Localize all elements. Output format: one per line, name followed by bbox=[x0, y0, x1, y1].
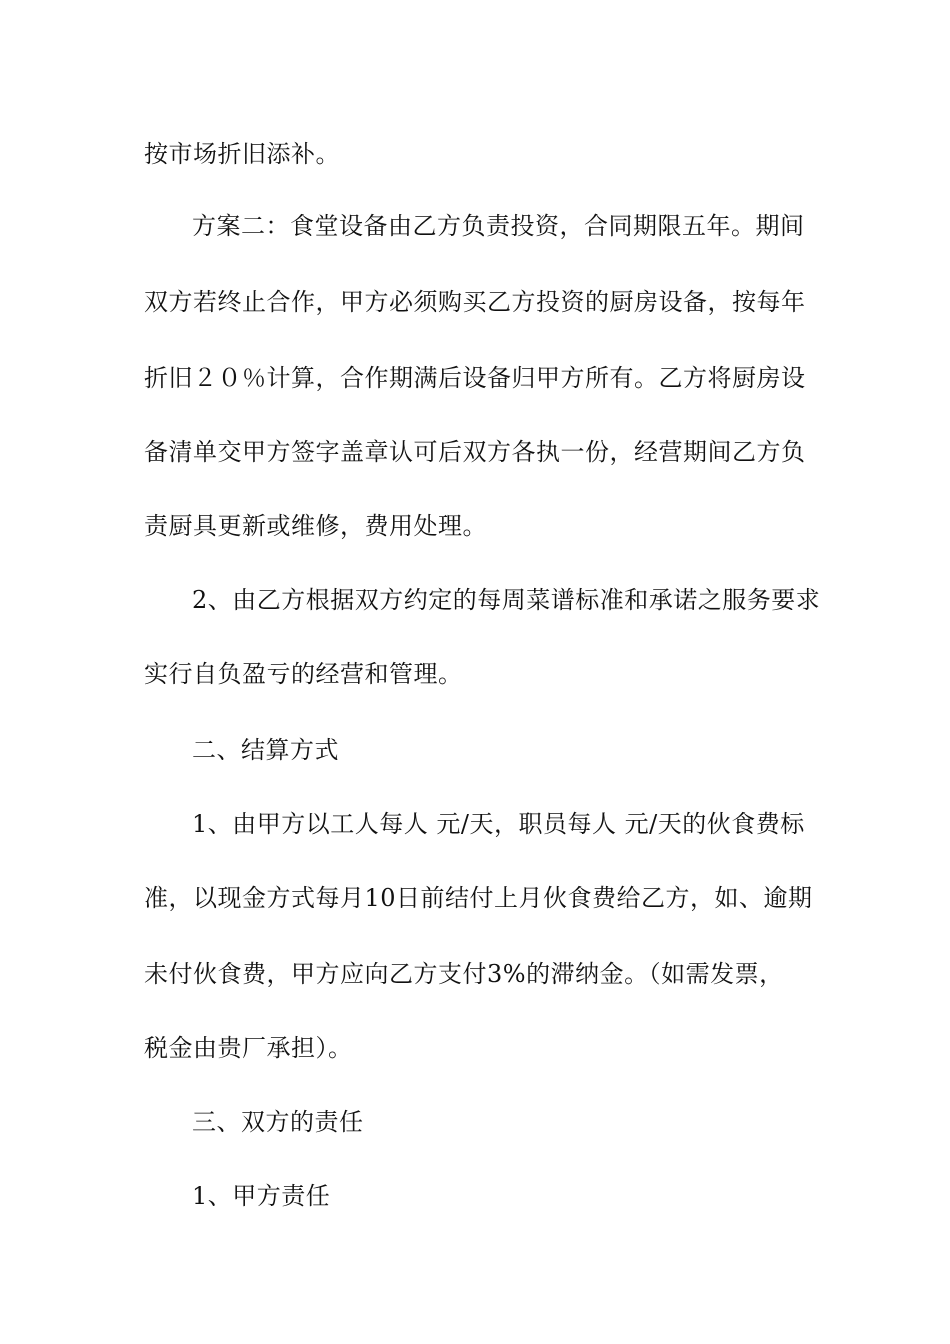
paragraph-settlement-1: 1、由甲方以工人每人 元/天，职员每人 元/天的伙食费标 bbox=[192, 810, 805, 838]
text-line: 备清单交甲方签字盖章认可后双方各执一份，经营期间乙方负 bbox=[144, 438, 806, 466]
paragraph-plan-two: 方案二：食堂设备由乙方负责投资，合同期限五年。期间 bbox=[192, 212, 805, 240]
text-line: 实行自负盈亏的经营和管理。 bbox=[144, 660, 463, 688]
text-line: 税金由贵厂承担）。 bbox=[144, 1034, 353, 1062]
subheading-party-a: 1、甲方责任 bbox=[192, 1182, 331, 1210]
section-heading-settlement: 二、结算方式 bbox=[192, 736, 339, 764]
text-line: 折旧２０％计算，合作期满后设备归甲方所有。乙方将厨房设 bbox=[144, 364, 806, 392]
paragraph-item-2: 2、由乙方根据双方约定的每周菜谱标准和承诺之服务要求 bbox=[192, 586, 821, 614]
text-line: 未付伙食费，甲方应向乙方支付3%的滞纳金。（如需发票， bbox=[144, 960, 784, 988]
text-line: 按市场折旧添补。 bbox=[144, 140, 340, 168]
text-line: 准，以现金方式每月10日前结付上月伙食费给乙方，如、逾期 bbox=[144, 884, 813, 912]
text-line: 双方若终止合作，甲方必须购买乙方投资的厨房设备，按每年 bbox=[144, 288, 806, 316]
section-heading-responsibilities: 三、双方的责任 bbox=[192, 1108, 364, 1136]
text-line: 责厨具更新或维修，费用处理。 bbox=[144, 512, 487, 540]
